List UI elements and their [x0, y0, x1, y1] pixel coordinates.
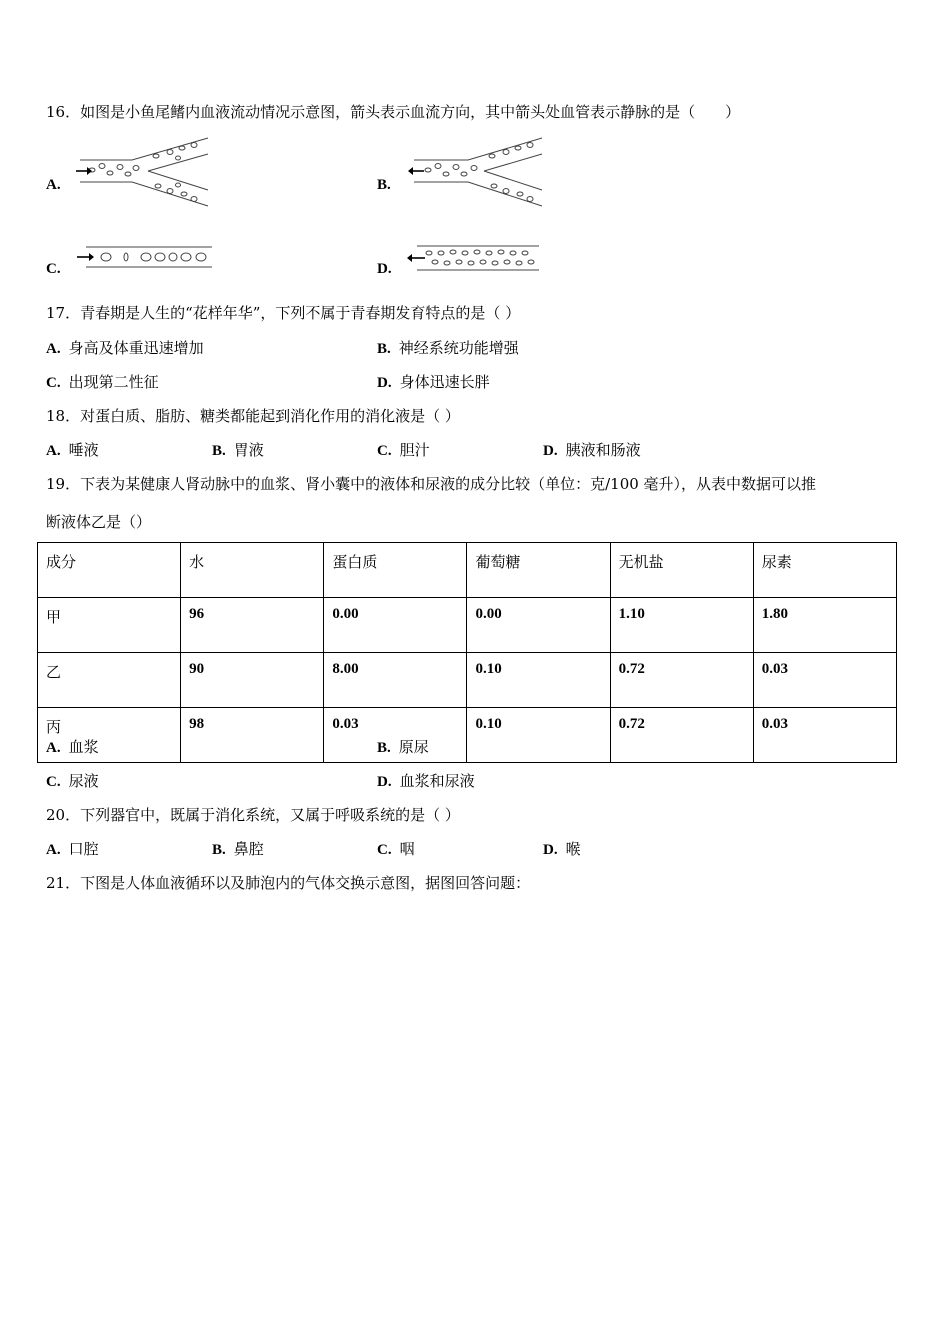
q18-option-d[interactable] — [543, 440, 641, 461]
option-text: 胃液 — [233, 441, 264, 459]
option-label: B. — [377, 341, 391, 357]
table-cell: 乙 — [38, 653, 181, 708]
option-text: 身高及体重迅速增加 — [68, 339, 204, 357]
table-cell: 0.72 — [610, 708, 753, 763]
table-cell: 0.10 — [467, 653, 610, 708]
q19-option-d[interactable] — [377, 771, 475, 792]
option-label: C. — [46, 774, 61, 790]
q16-option-a[interactable] — [46, 174, 69, 195]
option-label: B. — [212, 443, 226, 459]
q17-option-c[interactable] — [46, 372, 159, 393]
table-cell: 96 — [181, 598, 324, 653]
q18-option-c[interactable] — [377, 440, 430, 461]
table-cell: 8.00 — [324, 653, 467, 708]
q19-data-table — [37, 542, 897, 763]
table-cell: 丙 — [38, 708, 181, 763]
table-cell: 0.00 — [467, 598, 610, 653]
option-label: D. — [377, 774, 392, 790]
option-text: 口腔 — [68, 840, 99, 858]
table-header-cell: 水 — [181, 543, 324, 598]
option-text: 身体迅速长胖 — [399, 373, 490, 391]
q20-option-c[interactable] — [377, 839, 415, 860]
option-text: 原尿 — [398, 738, 429, 756]
table-header-cell: 无机盐 — [610, 543, 753, 598]
table-cell: 0.03 — [753, 708, 896, 763]
q18-option-b[interactable] — [212, 440, 264, 461]
q19-option-a[interactable] — [46, 737, 99, 758]
option-label: D. — [377, 261, 392, 277]
q17-option-b[interactable] — [377, 338, 519, 359]
table-header-cell: 蛋白质 — [324, 543, 467, 598]
option-label: A. — [46, 443, 61, 459]
q16-figure-c — [74, 244, 216, 270]
option-text: 鼻腔 — [233, 840, 264, 858]
q20-option-d[interactable] — [543, 839, 581, 860]
table-header-cell: 葡萄糖 — [467, 543, 610, 598]
table-header-row — [38, 543, 897, 598]
q20-stem: 20．下列器官中，既属于消化系统，又属于呼吸系统的是（ ） — [46, 806, 460, 824]
option-label: D. — [377, 375, 392, 391]
q17-stem: 17．青春期是人生的“花样年华”，下列不属于青春期发育特点的是（ ） — [46, 304, 521, 322]
option-text: 咽 — [399, 840, 415, 858]
q17-option-a[interactable] — [46, 338, 204, 359]
q16-option-c[interactable] — [46, 258, 69, 279]
q18-stem: 18．对蛋白质、脂肪、糖类都能起到消化作用的消化液是（ ） — [46, 407, 460, 425]
table-row — [38, 598, 897, 653]
option-label: C. — [46, 375, 61, 391]
option-label: B. — [212, 842, 226, 858]
option-text: 神经系统功能增强 — [398, 339, 519, 357]
option-label: C. — [377, 443, 392, 459]
q18-option-a[interactable] — [46, 440, 99, 461]
q20-option-a[interactable] — [46, 839, 99, 860]
table-header-cell: 成分 — [38, 543, 181, 598]
q21-stem: 21．下图是人体血液循环以及肺泡内的气体交换示意图，据图回答问题： — [46, 874, 531, 892]
table-cell: 0.03 — [753, 653, 896, 708]
q16-figure-d — [405, 243, 543, 273]
option-text: 喉 — [565, 840, 581, 858]
q16-option-b[interactable] — [377, 174, 399, 195]
option-text: 唾液 — [68, 441, 99, 459]
option-label: B. — [377, 740, 391, 756]
option-text: 出现第二性征 — [68, 373, 159, 391]
q16-stem: 16．如图是小鱼尾鳍内血液流动情况示意图，箭头表示血流方向，其中箭头处血管表示静脉的是（ ） — [46, 103, 741, 121]
option-label: A. — [46, 740, 61, 756]
table-header-cell: 尿素 — [753, 543, 896, 598]
option-text: 胆汁 — [399, 441, 430, 459]
option-label: D. — [543, 842, 558, 858]
q16-figure-a — [74, 136, 214, 208]
table-cell: 甲 — [38, 598, 181, 653]
q20-option-b[interactable] — [212, 839, 264, 860]
option-label: A. — [46, 842, 61, 858]
option-label: D. — [543, 443, 558, 459]
table-row — [38, 653, 897, 708]
q19-option-b[interactable] — [377, 737, 429, 758]
option-label: A. — [46, 177, 61, 193]
option-label: B. — [377, 177, 391, 193]
option-text: 胰液和肠液 — [565, 441, 641, 459]
table-cell: 1.80 — [753, 598, 896, 653]
q19-option-c[interactable] — [46, 771, 99, 792]
table-cell: 0.03 — [324, 708, 467, 763]
table-cell: 98 — [181, 708, 324, 763]
option-text: 尿液 — [68, 772, 99, 790]
table-cell: 0.72 — [610, 653, 753, 708]
option-label: A. — [46, 341, 61, 357]
option-text: 血浆 — [68, 738, 99, 756]
option-label: C. — [46, 261, 61, 277]
q16-figure-b — [406, 136, 546, 208]
q17-option-d[interactable] — [377, 372, 490, 393]
table-cell: 0.10 — [467, 708, 610, 763]
option-text: 血浆和尿液 — [399, 772, 475, 790]
table-cell: 90 — [181, 653, 324, 708]
q19-stem-line1: 19．下表为某健康人肾动脉中的血浆、肾小囊中的液体和尿液的成分比较（单位：克/100 毫升），从表中数据可以推 — [46, 475, 817, 493]
table-cell: 1.10 — [610, 598, 753, 653]
table-row — [38, 708, 897, 763]
q19-stem-line2: 断液体乙是（） — [46, 513, 152, 531]
q16-option-d[interactable] — [377, 258, 400, 279]
option-label: C. — [377, 842, 392, 858]
table-cell: 0.00 — [324, 598, 467, 653]
